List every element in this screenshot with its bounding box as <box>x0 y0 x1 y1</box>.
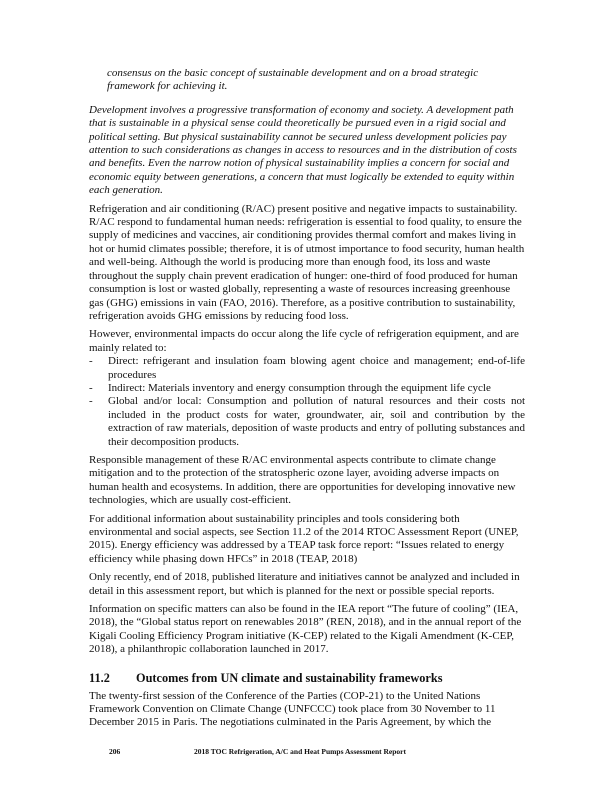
list-item <box>89 355 525 382</box>
page-number: 206 <box>109 747 121 756</box>
paragraph-environmental-impacts: However, environmental impacts do occur along the life cycle of refrigeration equipment, and are mainly related to: <box>89 328 519 354</box>
list-item-text: Indirect: Materials inventory and energy consumption through the equipment life cycle <box>108 381 491 394</box>
bullet-dash: - <box>89 381 93 394</box>
paragraph-responsible-management: Responsible management of these R/AC environmental aspects contribute to climate change mitigation and to the protection of the stratospheric ozone layer, avoiding adverse impacts on human health and ecosystems. In addition, there are opportunities for developing innovative new technologies, which are usually cost-efficient. <box>89 453 516 507</box>
page-body <box>89 67 525 730</box>
paragraph-specific-matters: Information on specific matters can also be found in the IEA report “The future of cooling” (IEA, 2018), the “Global status report on renewables 2018” (REN, 2018), and in the annual report of the Kigali Cooling Efficiency Program initiative (K-CEP) related to the Kigali Amendment (K-CEP, 2018), a philanthropic collaboration launched in 2017. <box>89 603 522 656</box>
section-title: Outcomes from UN climate and sustainability frameworks <box>136 670 443 685</box>
list-item <box>89 382 525 395</box>
list-item-text: Global and/or local: Consumption and pollution of natural resources and their costs not included in the product costs for water, groundwater, air, soil and contribution by the extraction of raw materials, deposition of waste products and entry of polluting substances and their decomposition products. <box>108 395 525 448</box>
paragraph-rac-impacts: Refrigeration and air conditioning (R/AC) present positive and negative impacts to sustainability. R/AC respond to fundamental human needs: refrigeration is essential to food quality, to ensure the supply of medicines and vaccines, air conditioning provides thermal comfort and makes living in hot or humid climates possible; therefore, it is of utmost importance to food security, human health and well-being. Although the world is producing more than enough food, its loss and waste throughout the supply chain prevent eradication of hunger: one-third of food produced for human consumption is lost or wasted globally, representing a waste of resources increasing greenhouse gas (GHG) emissions in vain (FAO, 2016). Therefore, as a positive contribution to sustainability, refrigeration avoids GHG emissions by reducing food loss. <box>89 202 525 322</box>
paragraph-recent-literature: Only recently, end of 2018, published literature and initiatives cannot be analyzed and included in detail in this assessment report, but which is planned for the next or possible special reports. <box>89 571 520 597</box>
section-heading <box>89 671 525 685</box>
list-item-text: Direct: refrigerant and insulation foam blowing agent choice and management; end-of-life procedures <box>108 355 525 381</box>
report-title: 2018 TOC Refrigeration, A/C and Heat Pumps Assessment Report <box>194 747 407 756</box>
impacts-bullet-list <box>89 355 525 449</box>
quote-continuation: consensus on the basic concept of sustainable development and on a broad strategic framework for achieving it. <box>107 67 479 93</box>
bullet-dash: - <box>89 395 93 408</box>
paragraph-cop21: The twenty-first session of the Conference of the Parties (COP-21) to the United Nations Framework Convention on Climate Change (UNFCCC) took place from 30 November to 11 December 2015 in Paris. The negotiations culminated in the Paris Agreement, by which the <box>89 689 496 729</box>
section-number: 11.2 <box>89 670 110 685</box>
bullet-dash: - <box>89 355 93 368</box>
quote-block: Development involves a progressive transformation of economy and society. A development path that is sustainable in a physical sense could theoretically be pursued even in a rigid social and political setting. But physical sustainability cannot be secured unless development policies pay attention to such considerations as changes in access to resources and in the distribution of costs and benefits. Even the narrow notion of physical sustainability implies a concern for social and economic equity between generations, a concern that must logically be extended to equity within each generation. <box>89 103 517 197</box>
paragraph-additional-information: For additional information about sustainability principles and tools considering both environmental and social aspects, see Section 11.2 of the 2014 RTOC Assessment Report (UNEP, 2015). Energy efficiency was addressed by a TEAP task force report: “Issues related to energy efficiency while phasing down HFCs” in 2018 (TEAP, 2018) <box>89 512 519 565</box>
list-item <box>89 395 525 449</box>
